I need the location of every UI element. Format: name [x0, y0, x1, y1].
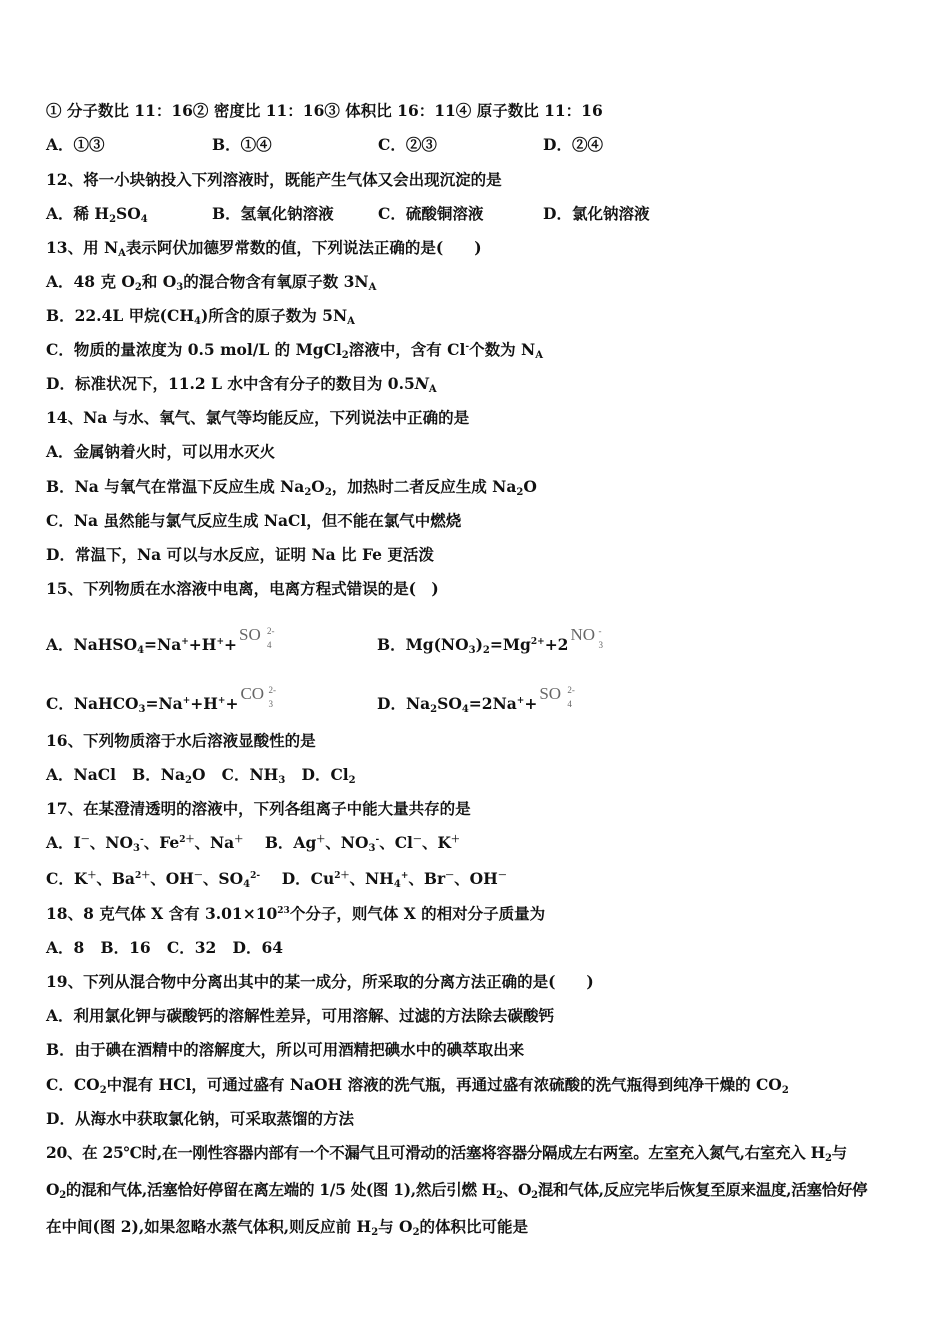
q13-option-d: D．标准状况下，11.2 L 水中含有分子的数目为 $0.5N_A$ [46, 374, 437, 395]
q13-option-c: C．物质的量浓度为 0.5 mol/L 的 MgCl$_2$溶液中，含有 Cl-个数为 $N_A$ [46, 340, 543, 361]
q16-stem: 16、下列物质溶于水后溶液显酸性的是 [46, 731, 316, 750]
q15-option-a: A．NaHSO$_4$=Na++H++SO 2- 4 [46, 625, 275, 656]
q10-option-c: C．②③ [378, 135, 437, 154]
q19-option-d: D．从海水中获取氯化钠，可采取蒸馏的方法 [46, 1109, 354, 1128]
sulfate-ion-formula: SO 2- 4 [539, 684, 575, 709]
q14-option-c: C．Na 虽然能与氯气反应生成 NaCl，但不能在氯气中燃烧 [46, 511, 462, 530]
q15-option-d: D．$Na_2SO_4=2Na^++SO$ 2- 4 [377, 684, 575, 715]
nitrate-ion-formula: NO - 3 [570, 625, 603, 650]
q14-option-b: B．Na 与氧气在常温下反应生成 $Na_2O_2$，加热时二者反应生成 $Na_2O$ [46, 477, 537, 498]
q20-stem-line-3: 在中间(图 2),如果忽略水蒸气体积,则反应前 $H_2$与 $O_2$的体积比可能是 [46, 1217, 529, 1238]
q17-options-ab: A．I－、$NO_3^-$、$Fe^{2+}$、Na＋ B．Ag＋、$NO_3^-$、Cl－、K＋ [46, 833, 460, 854]
q13-option-a: A．48 克 $O_2$和 $O_3$的混合物含有氧原子数 $3N_A$ [46, 272, 377, 293]
q12-option-c: C．硫酸铜溶液 [378, 204, 484, 223]
q17-stem: 17、在某澄清透明的溶液中，下列各组离子中能大量共存的是 [46, 799, 471, 818]
sulfate-ion-formula: SO 2- 4 [238, 625, 275, 650]
q10-option-b: B．①④ [212, 135, 272, 154]
q12-stem: 12、将一小块钠投入下列溶液时，既能产生气体又会出现沉淀的是 [46, 170, 502, 189]
q14-stem: 14、Na 与水、氧气、氯气等均能反应，下列说法中正确的是 [46, 408, 470, 427]
q16-options: A．NaCl B．$Na_2O$ C．$NH_3$ D．$Cl_2$ [46, 765, 356, 786]
q19-option-a: A．利用氯化钾与碳酸钙的溶解性差异，可用溶解、过滤的方法除去碳酸钙 [46, 1006, 555, 1025]
q10-option-d: D．②④ [543, 135, 603, 154]
q15-option-b: B．$Mg(NO_3)_2=Mg^{2+}+2NO$ - 3 [377, 625, 603, 656]
q15-option-c: C．NaHCO$_3$=Na++H++CO 2- 3 [46, 684, 276, 715]
q18-stem: 18、8 克气体 X 含有 $3.01\times 10^{23}$个分子，则气体 X 的相对分子质量为 [46, 904, 546, 923]
q14-option-d: D．常温下，Na 可以与水反应，证明 Na 比 Fe 更活泼 [46, 545, 434, 564]
q13-option-b: B．22.4L 甲烷$(CH_4)$所含的原子数为 $5N_A$ [46, 306, 355, 327]
q20-stem-line-2: $O_2$的混和气体,活塞恰好停留在离左端的 1/5 处(图 1),然后引燃 $H_2$、$O_2$混和气体,反应完毕后恢复至原来温度,活塞恰好停 [46, 1180, 868, 1201]
q14-option-a: A．金属钠着火时，可以用水灭火 [46, 442, 276, 461]
q12-option-d: D．氯化钠溶液 [543, 204, 650, 223]
q10-option-a: A．①③ [46, 135, 105, 154]
carbonate-ion-formula: CO 2- 3 [240, 684, 276, 709]
q15-stem: 15、下列物质在水溶液中电离，电离方程式错误的是( ) [46, 579, 439, 598]
q18-options: A．8 B．16 C．32 D．64 [46, 938, 284, 957]
q19-option-b: B．由于碘在酒精中的溶解度大，所以可用酒精把碘水中的碘萃取出来 [46, 1040, 525, 1059]
q12-option-b: B．氢氧化钠溶液 [212, 204, 334, 223]
q12-option-a: A．稀 $H_2SO_4$ [46, 204, 148, 225]
q19-option-c: C．$CO_2$中混有 HCl，可通过盛有 NaOH 溶液的洗气瓶，再通过盛有浓硫酸的洗气瓶得到纯净干燥的 $CO_2$ [46, 1075, 789, 1096]
q20-stem-line-1: 20、在 25℃时,在一刚性容器内部有一个不漏气且可滑动的活塞将容器分隔成左右两室。左室充入氮气,右室充入 $H_2$与 [46, 1143, 847, 1164]
q13-stem: 13、用 $N_A$表示阿伏加德罗常数的值，下列说法正确的是( ) [46, 238, 482, 259]
q10-items: ① 分子数比 11：16② 密度比 11：16③ 体积比 16：11④ 原子数比 11：16 [46, 101, 603, 120]
q17-options-cd: C．K＋、$Ba^{2+}$、OH－、$SO_4^{2-}$ D．$Cu^{2+}$、$NH_4^+$、Br－、OH－ [46, 869, 507, 890]
q19-stem: 19、下列从混合物中分离出其中的某一成分，所采取的分离方法正确的是( ) [46, 972, 594, 991]
